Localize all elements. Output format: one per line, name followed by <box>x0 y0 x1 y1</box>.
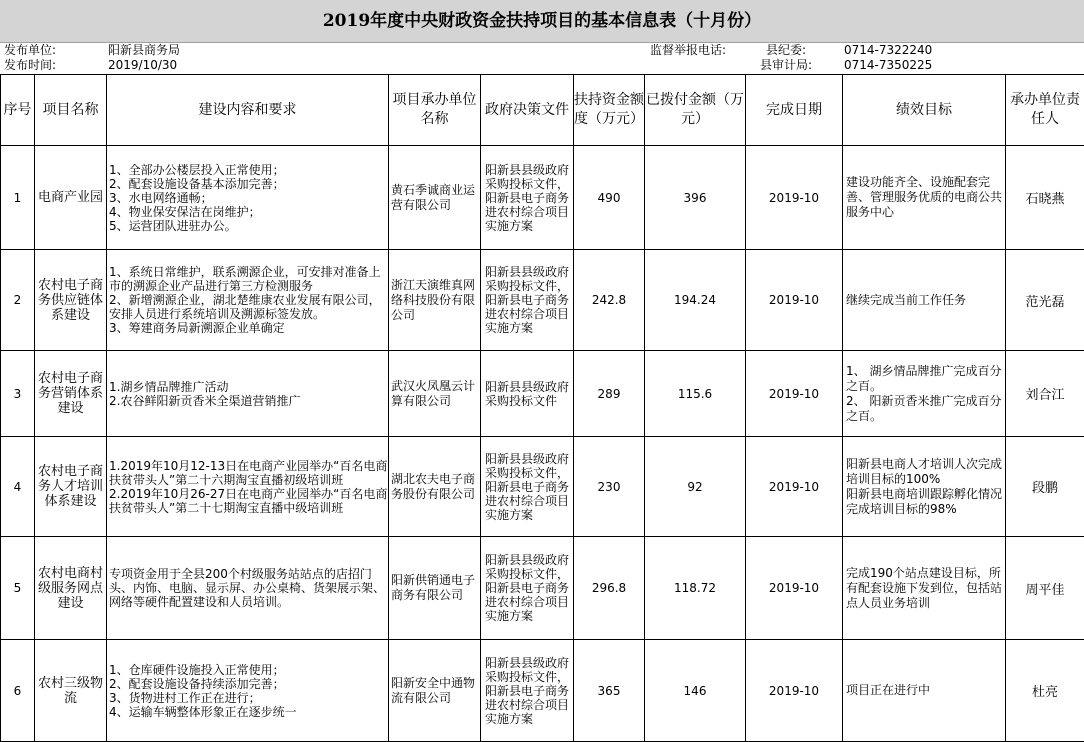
cell-goal-text: 阳新县电商人才培训人次完成培训目标的100% 阳新县电商培训跟踪孵化情况完成培训目标的98% <box>843 457 1005 517</box>
header-decision: 政府决策文件 <box>481 75 574 146</box>
cell-fund-text: 365 <box>574 684 644 698</box>
cell-date <box>746 146 843 250</box>
cell-org-text: 浙江天演维真网络科技股份有限公司 <box>389 278 480 323</box>
cell-goal <box>843 537 1006 640</box>
cell-no-text: 6 <box>1 684 34 698</box>
cell-goal-text: 1、 湖乡情品牌推广完成百分之百。 2、 阳新贡香米推广完成百分之百。 <box>843 364 1005 424</box>
cell-content <box>107 537 389 640</box>
cell-org-text: 武汉火凤凰云计算有限公司 <box>389 379 480 409</box>
cell-date-text: 2019-10 <box>746 581 842 595</box>
cell-person-text: 段鹏 <box>1006 477 1084 496</box>
cell-paid <box>645 640 746 742</box>
cell-decision <box>481 437 574 537</box>
cell-project-name-text: 农村三级物流 <box>35 676 106 706</box>
cell-no-text: 5 <box>1 581 34 595</box>
cell-paid-text: 146 <box>645 684 745 698</box>
cell-person <box>1006 250 1084 351</box>
cell-decision <box>481 351 574 437</box>
header-paid: 已拨付金额（万元） <box>645 75 746 146</box>
cell-person-text: 杜亮 <box>1006 681 1084 700</box>
cell-paid <box>645 351 746 437</box>
cell-goal-text: 建设功能齐全、设施配套完善、管理服务优质的电商公共服务中心 <box>843 175 1005 220</box>
cell-goal <box>843 437 1006 537</box>
cell-decision-text: 阳新县县级政府采购投标文件，阳新县电子商务进农村综合项目实施方案 <box>481 163 573 233</box>
cell-fund <box>574 437 645 537</box>
cell-decision-text: 阳新县县级政府采购投标文件，阳新县电子商务进农村综合项目实施方案 <box>481 452 573 522</box>
cell-fund <box>574 537 645 640</box>
cell-org <box>389 250 481 351</box>
cell-org-text: 阳新安全中通物流有限公司 <box>389 676 480 706</box>
content-line: 1.湖乡情品牌推广活动 <box>109 380 388 394</box>
header-fund: 扶持资金额度（万元） <box>574 75 645 146</box>
cell-fund <box>574 146 645 250</box>
cell-decision-text: 阳新县县级政府采购投标文件，阳新县电子商务进农村综合项目实施方案 <box>481 656 573 726</box>
cell-no <box>1 537 35 640</box>
cell-fund-text: 230 <box>574 480 644 494</box>
publish-time-value: 2019/10/30 <box>108 58 177 73</box>
cell-project-name-text: 农村电子商务人才培训体系建设 <box>35 464 106 509</box>
cell-project-name <box>35 437 107 537</box>
cell-project-name-text: 农村电子商务供应链体系建设 <box>35 278 106 323</box>
cell-no <box>1 437 35 537</box>
cell-person <box>1006 351 1084 437</box>
cell-person-text: 范光磊 <box>1006 291 1084 310</box>
table-row <box>1 537 1084 640</box>
project-table <box>0 74 1084 742</box>
cell-paid-text: 115.6 <box>645 387 745 401</box>
cell-paid-text: 194.24 <box>645 293 745 307</box>
cell-paid-text: 92 <box>645 480 745 494</box>
cell-goal <box>843 146 1006 250</box>
cell-content <box>107 640 389 742</box>
cell-date <box>746 437 843 537</box>
cell-no-text: 3 <box>1 387 34 401</box>
cell-person <box>1006 437 1084 537</box>
cell-org-text: 阳新供销通电子商务有限公司 <box>389 573 480 603</box>
cell-paid <box>645 250 746 351</box>
cell-project-name <box>35 537 107 640</box>
table-row <box>1 146 1084 250</box>
cell-decision-text: 阳新县县级政府采购投标文件 <box>481 380 573 408</box>
cell-decision <box>481 640 574 742</box>
cell-decision-text: 阳新县县级政府采购投标文件，阳新县电子商务进农村综合项目实施方案 <box>481 553 573 623</box>
header-org: 项目承办单位名称 <box>389 75 481 146</box>
cell-fund-text: 490 <box>574 191 644 205</box>
header-no: 序号 <box>1 75 35 146</box>
cell-project-name-text: 农村电子商务营销体系建设 <box>35 371 106 416</box>
content-line: 4、运输车辆整体形象正在逐步统一 <box>109 705 388 719</box>
cell-goal-text: 继续完成当前工作任务 <box>843 293 1005 308</box>
cell-fund-text: 289 <box>574 387 644 401</box>
header-name: 项目名称 <box>35 75 107 146</box>
cell-project-name-text: 农村电商村级服务网点建设 <box>35 566 106 611</box>
cell-org <box>389 146 481 250</box>
content-line: 2、配套设施设备基本添加完善； <box>109 177 388 191</box>
audit-label: 县审计局: <box>760 58 812 73</box>
cell-paid-text: 118.72 <box>645 581 745 595</box>
sheet-title: 2019年度中央财政资金扶持项目的基本信息表（十月份） <box>0 0 1084 43</box>
cell-org <box>389 640 481 742</box>
cell-no <box>1 250 35 351</box>
cell-paid <box>645 537 746 640</box>
cell-fund <box>574 351 645 437</box>
header-content: 建设内容和要求 <box>107 75 389 146</box>
content-line: 3、筹建商务局新溯源企业单确定 <box>109 321 388 335</box>
cell-project-name <box>35 351 107 437</box>
table-row <box>1 250 1084 351</box>
content-line: 1、系统日常维护，联系溯源企业，可安排对准备上市的溯源企业产品进行第三方检测服务 <box>109 265 388 293</box>
cell-person-text: 刘合江 <box>1006 384 1084 403</box>
content-line: 5、运营团队进驻办公。 <box>109 219 388 233</box>
cell-no-text: 4 <box>1 480 34 494</box>
table-row <box>1 640 1084 742</box>
header-person: 承办单位责任人 <box>1006 75 1084 146</box>
cell-no <box>1 146 35 250</box>
cell-content <box>107 250 389 351</box>
cell-person <box>1006 537 1084 640</box>
cell-org <box>389 351 481 437</box>
cell-org-text: 黄石季诚商业运营有限公司 <box>389 183 480 213</box>
content-line: 3、货物进村工作正在进行； <box>109 691 388 705</box>
cell-project-name <box>35 250 107 351</box>
cell-date <box>746 351 843 437</box>
cell-project-name-text: 电商产业园 <box>35 190 106 205</box>
content-line: 1、仓库硬件设施投入正常使用； <box>109 663 388 677</box>
cell-decision <box>481 537 574 640</box>
cell-paid-text: 396 <box>645 191 745 205</box>
hotline-label: 监督举报电话: <box>650 43 726 58</box>
cell-date-text: 2019-10 <box>746 293 842 307</box>
content-line: 4、物业保安保洁在岗维护； <box>109 205 388 219</box>
cell-project-name <box>35 640 107 742</box>
content-line: 1.2019年10月12-13日在电商产业园举办“百名电商扶贫带头人”第二十六期淘宝直播初级培训班 <box>109 459 388 487</box>
cell-goal <box>843 351 1006 437</box>
cell-fund-text: 296.8 <box>574 581 644 595</box>
table-row <box>1 437 1084 537</box>
cell-content <box>107 146 389 250</box>
cell-paid <box>645 437 746 537</box>
jiwei-label: 县纪委: <box>766 43 806 58</box>
cell-no <box>1 640 35 742</box>
cell-paid <box>645 146 746 250</box>
cell-org <box>389 437 481 537</box>
cell-date <box>746 537 843 640</box>
cell-person-text: 周平佳 <box>1006 579 1084 598</box>
header-row <box>1 75 1084 146</box>
publish-time-label: 发布时间: <box>4 58 56 73</box>
publisher-value: 阳新县商务局 <box>108 43 180 58</box>
cell-fund-text: 242.8 <box>574 293 644 307</box>
content-line: 2.2019年10月26-27日在电商产业园举办“百名电商扶贫带头人”第二十七期淘宝直播中级培训班 <box>109 487 388 515</box>
cell-date-text: 2019-10 <box>746 480 842 494</box>
cell-decision <box>481 250 574 351</box>
publisher-label: 发布单位: <box>4 43 56 58</box>
table-row <box>1 351 1084 437</box>
header-date: 完成日期 <box>746 75 843 146</box>
cell-decision-text: 阳新县县级政府采购投标文件，阳新县电子商务进农村综合项目实施方案 <box>481 265 573 335</box>
header-goal: 绩效目标 <box>843 75 1006 146</box>
content-line: 专项资金用于全县200个村级服务站站点的店招门头、内饰、电脑、显示屏、办公桌椅、货架展示架、网络等硬件配置建设和人员培训。 <box>109 567 388 609</box>
cell-date-text: 2019-10 <box>746 684 842 698</box>
cell-person-text: 石晓燕 <box>1006 188 1084 207</box>
cell-goal <box>843 250 1006 351</box>
cell-decision <box>481 146 574 250</box>
cell-person <box>1006 146 1084 250</box>
cell-no <box>1 351 35 437</box>
jiwei-phone: 0714-7322240 <box>844 43 932 58</box>
content-line: 2.农谷鲜阳新贡香米全渠道营销推广 <box>109 394 388 408</box>
cell-content <box>107 437 389 537</box>
cell-org-text: 湖北农夫电子商务股份有限公司 <box>389 472 480 502</box>
cell-date-text: 2019-10 <box>746 191 842 205</box>
cell-fund <box>574 250 645 351</box>
cell-person <box>1006 640 1084 742</box>
content-line: 3、水电网络通畅； <box>109 191 388 205</box>
content-line: 2、配套设施设备持续添加完善； <box>109 677 388 691</box>
cell-date <box>746 250 843 351</box>
content-line: 2、新增溯源企业，湖北楚维康农业发展有限公司，安排人员进行系统培训及溯源标签发放。 <box>109 293 388 321</box>
content-line: 1、全部办公楼层投入正常使用； <box>109 163 388 177</box>
audit-phone: 0714-7350225 <box>844 58 932 73</box>
cell-date-text: 2019-10 <box>746 387 842 401</box>
cell-goal-text: 完成190个站点建设目标，所有配套设施下发到位，包括站点人员业务培训 <box>843 566 1005 611</box>
cell-goal-text: 项目正在进行中 <box>843 683 1005 698</box>
cell-fund <box>574 640 645 742</box>
cell-goal <box>843 640 1006 742</box>
cell-content <box>107 351 389 437</box>
cell-date <box>746 640 843 742</box>
cell-project-name <box>35 146 107 250</box>
cell-no-text: 2 <box>1 293 34 307</box>
cell-org <box>389 537 481 640</box>
cell-no-text: 1 <box>1 191 34 205</box>
